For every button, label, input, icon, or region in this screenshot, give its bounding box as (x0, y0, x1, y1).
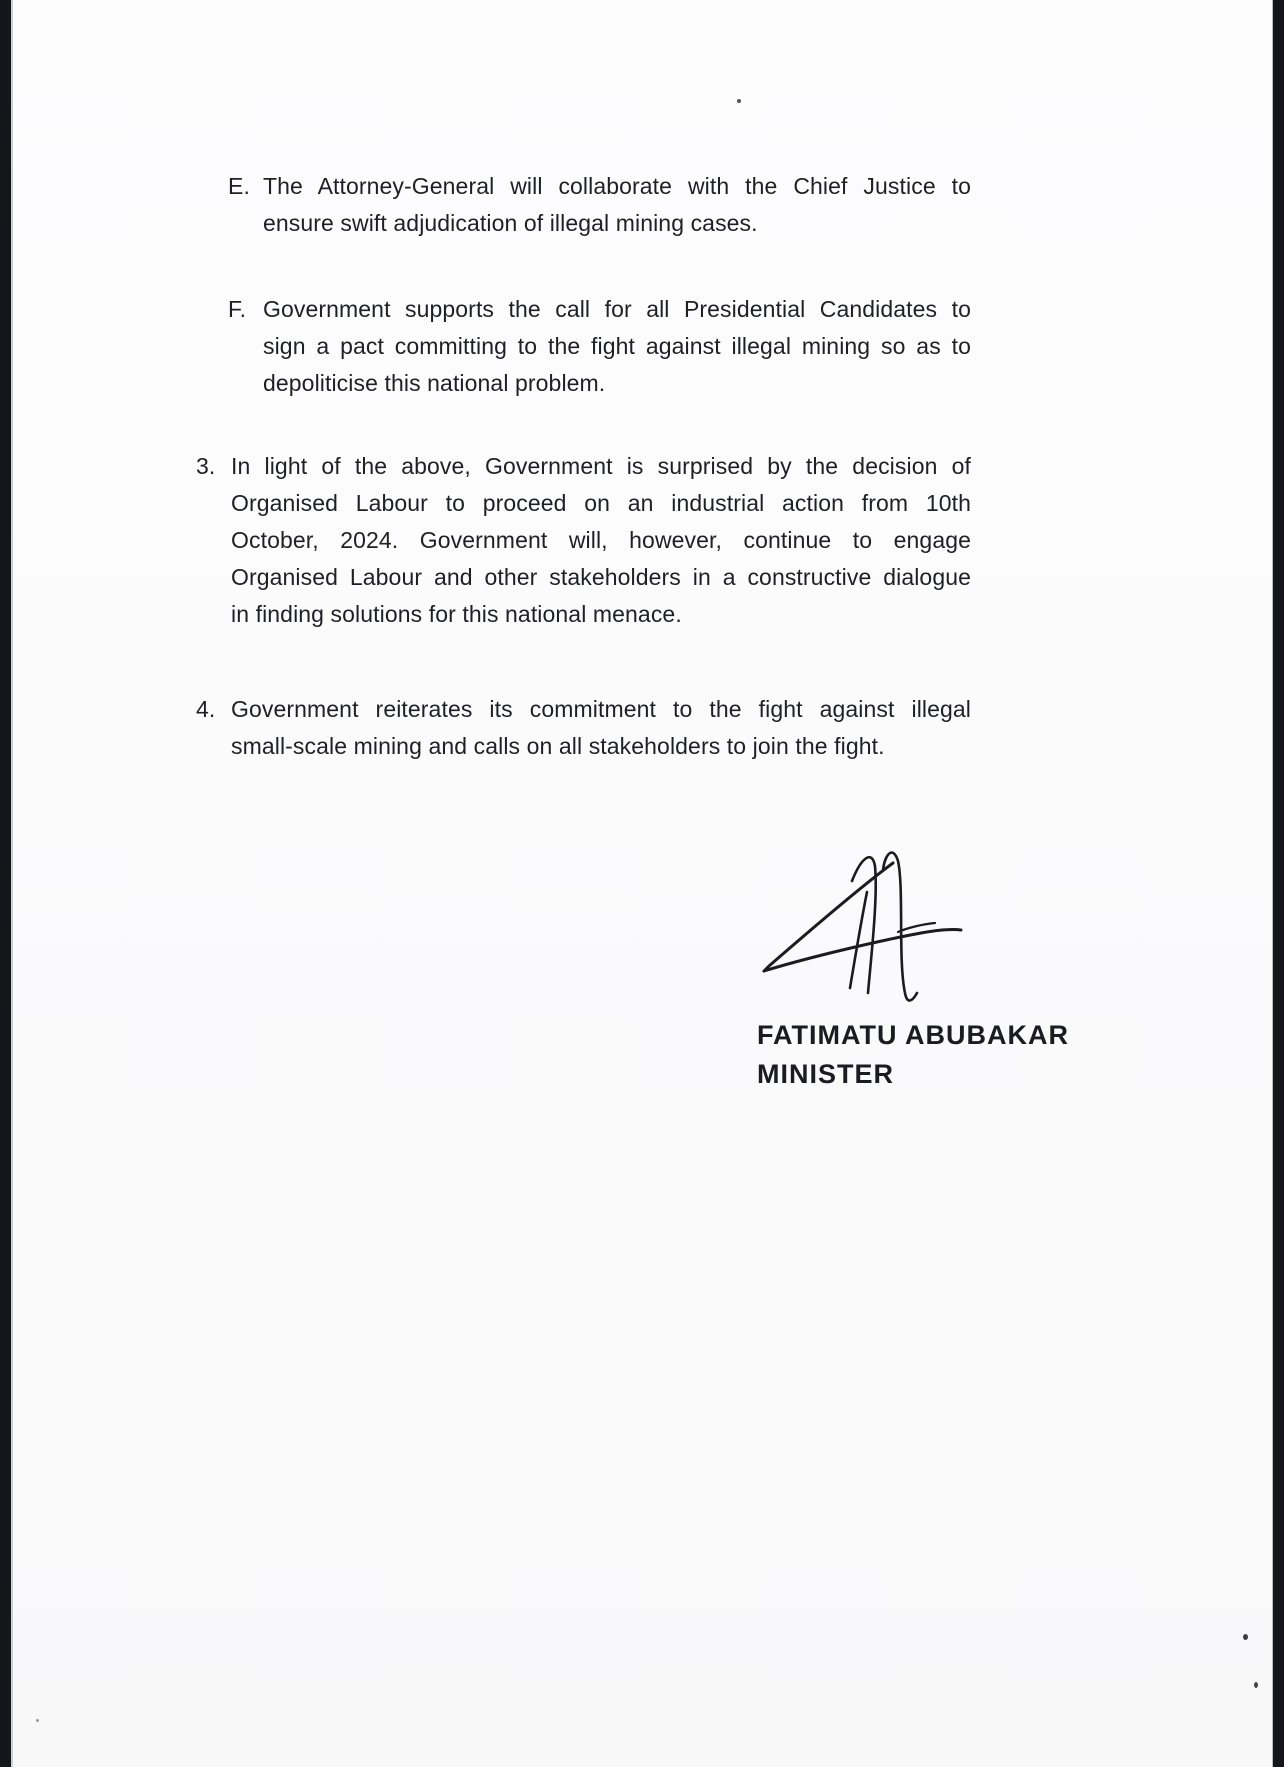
scan-speck (1243, 1634, 1248, 1640)
doc-line: in finding solutions for this national menace. (231, 601, 682, 627)
doc-line: Government supports the call for all Presidential Candidates to (263, 296, 971, 322)
paragraph-text (231, 691, 971, 765)
item-marker: F. (228, 296, 247, 322)
item-marker: 4. (196, 696, 216, 722)
doc-line: October, 2024. Government will, however, continue to engage (231, 527, 971, 553)
scan-edge-left (0, 0, 13, 1767)
paragraph-text (231, 448, 971, 633)
doc-line: In light of the above, Government is surprised by the decision of (231, 453, 971, 479)
scan-edge-right (1272, 0, 1284, 1767)
doc-line: small-scale mining and calls on all stakeholders to join the fight. (231, 733, 885, 759)
doc-line: Government reiterates its commitment to the fight against illegal (231, 696, 971, 722)
doc-line: Organised Labour to proceed on an industrial action from 10th (231, 490, 971, 516)
signature-ink-icon (655, 772, 985, 1012)
doc-line: depoliticise this national problem. (263, 370, 606, 396)
scan-speck (1254, 1682, 1258, 1688)
paragraph-text (263, 168, 971, 242)
signature-scribble (655, 772, 985, 1012)
scan-speck (36, 1719, 39, 1722)
doc-line: The Attorney-General will collaborate with the Chief Justice to (263, 173, 971, 199)
paragraph-text (263, 291, 971, 402)
scan-speck (737, 99, 741, 103)
signatory-name: FATIMATU ABUBAKAR (757, 1020, 1069, 1050)
signatory-title: MINISTER (757, 1059, 895, 1089)
item-marker: E. (228, 173, 250, 199)
item-marker: 3. (196, 453, 216, 479)
doc-line: sign a pact committing to the fight against illegal mining so as to (263, 333, 971, 359)
doc-line: Organised Labour and other stakeholders in a constructive dialogue (231, 564, 971, 590)
signatory-block (757, 1016, 1069, 1094)
doc-line: ensure swift adjudication of illegal mining cases. (263, 210, 758, 236)
